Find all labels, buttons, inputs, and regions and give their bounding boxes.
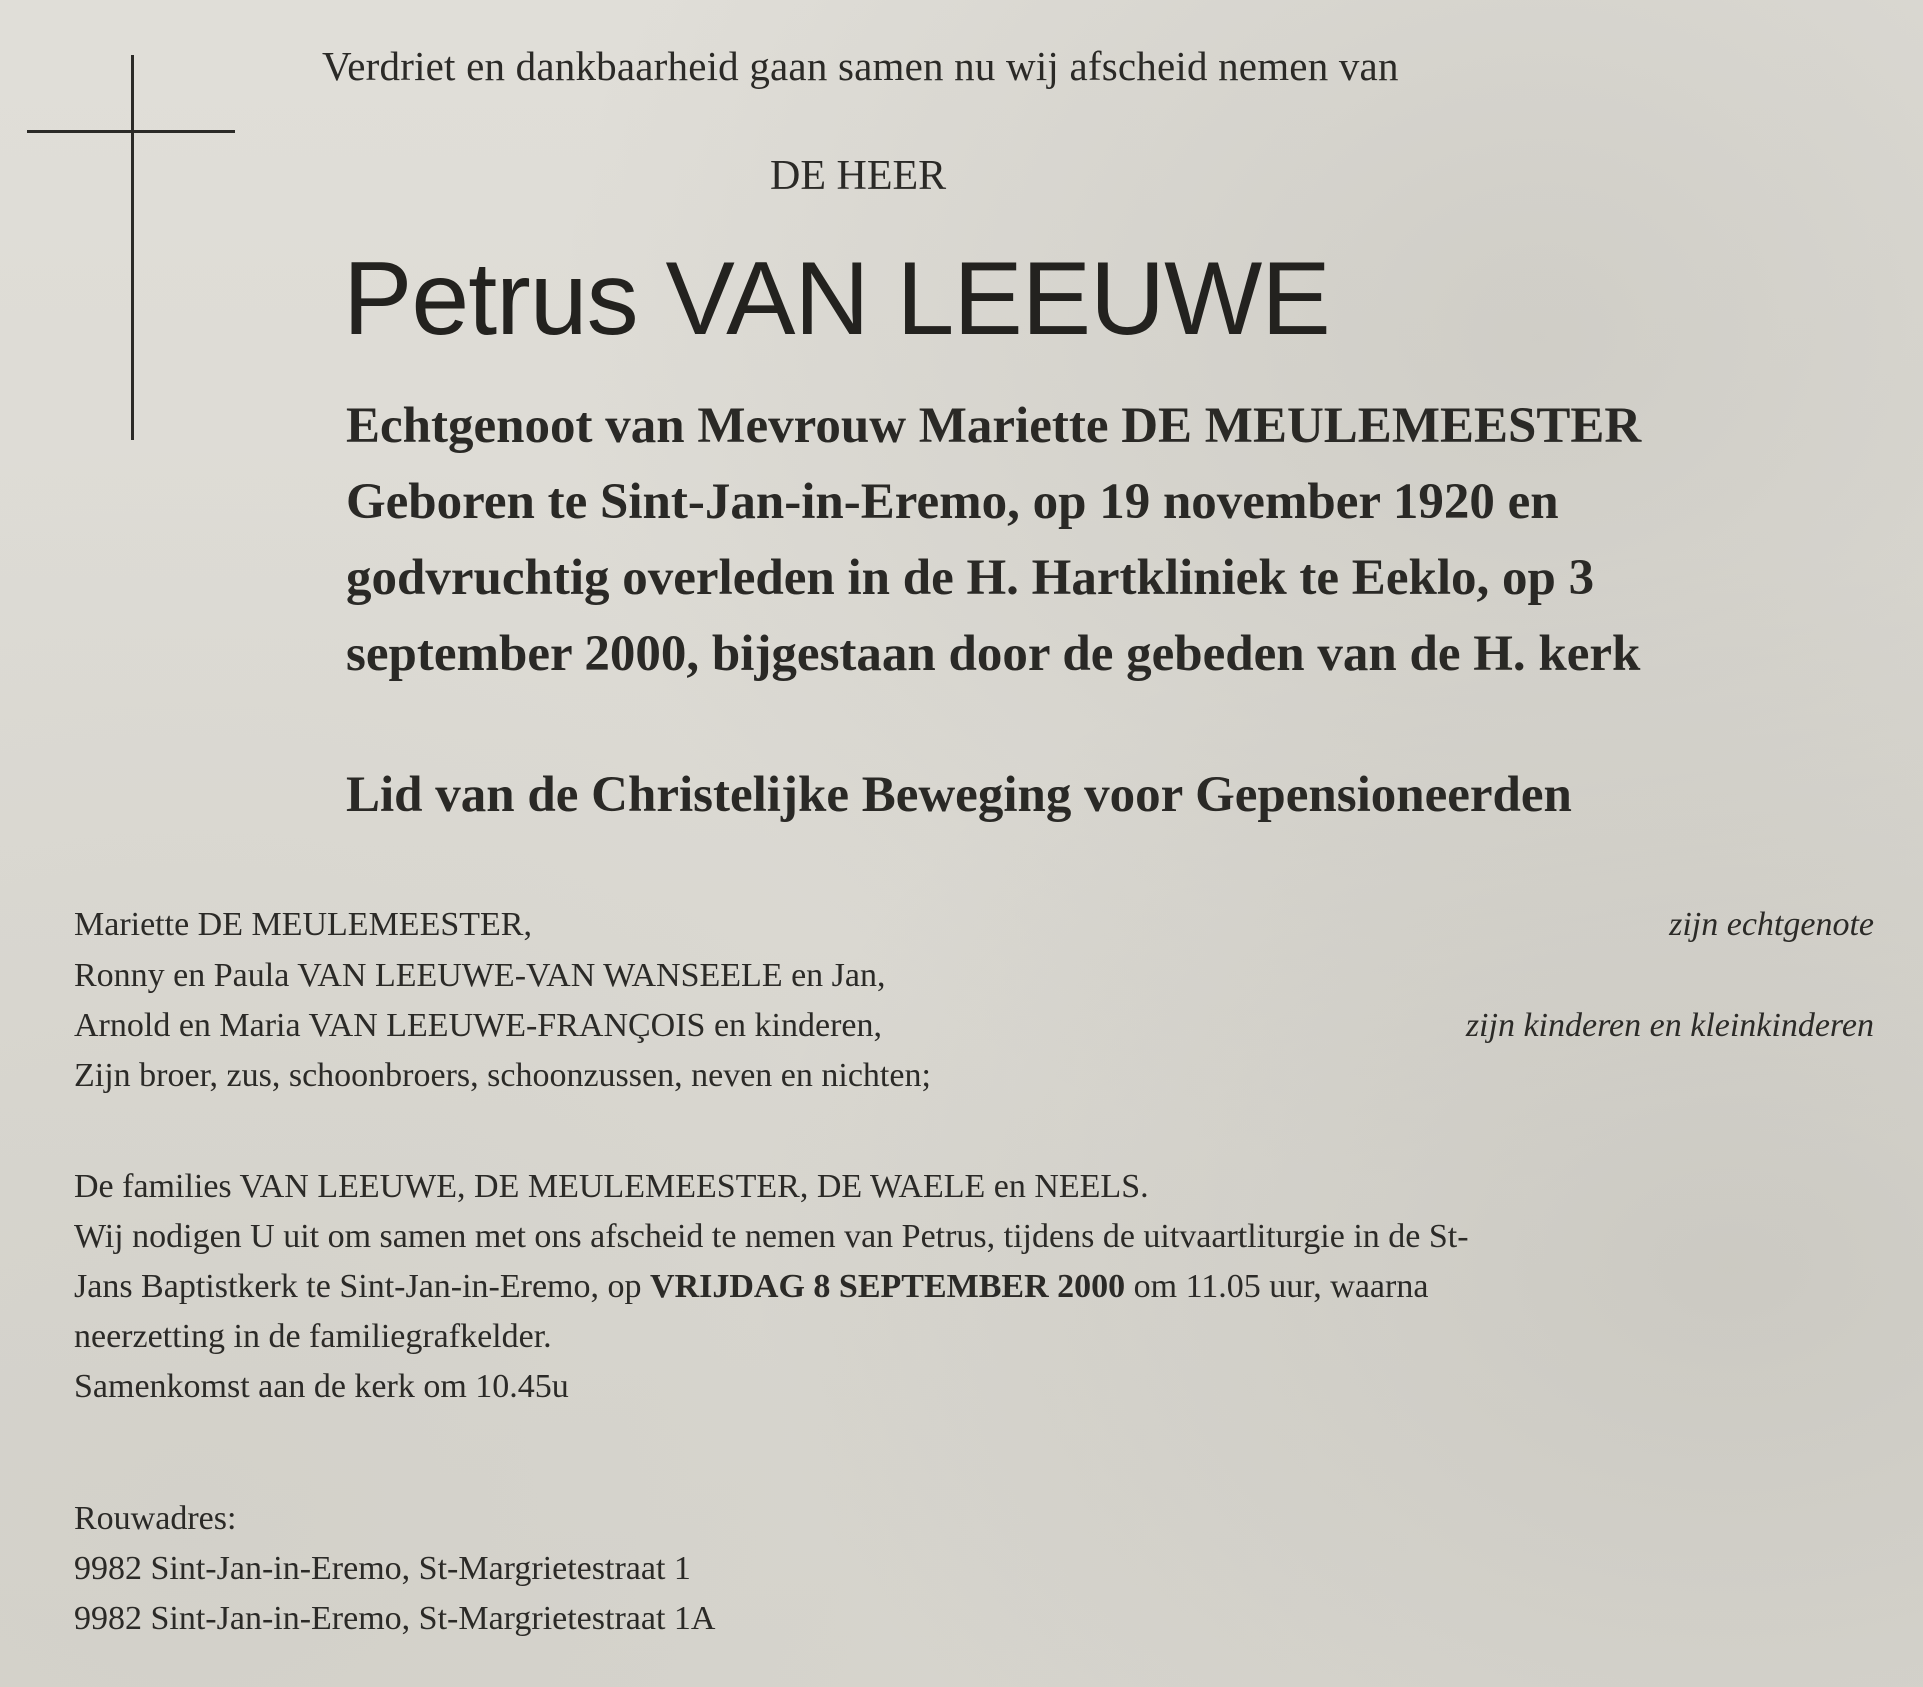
family-members: Ronny en Paula VAN LEEUWE-VAN WANSEELE en Jan, [74, 957, 886, 994]
bio-line: Echtgenoot van Mevrouw Mariette DE MEULEMEESTER [346, 398, 1642, 454]
invitation-text: om 11.05 uur, waarna [1125, 1268, 1429, 1305]
family-row [74, 906, 1874, 954]
biography [346, 388, 1836, 692]
mourning-address [74, 1494, 715, 1644]
bio-line: Geboren te Sint-Jan-in-Eremo, op 19 november 1920 en [346, 474, 1559, 530]
bio-line: september 2000, bijgestaan door de gebeden van de H. kerk [346, 626, 1641, 682]
deceased-name: Petrus VAN LEEUWE [343, 241, 1330, 357]
family-relation: zijn kinderen en kleinkinderen [1465, 1007, 1874, 1044]
funeral-date: VRIJDAG 8 SEPTEMBER 2000 [650, 1268, 1126, 1305]
families-line: De families VAN LEEUWE, DE MEULEMEESTER, DE WAELE en NEELS. [74, 1168, 1149, 1205]
family-members: Mariette DE MEULEMEESTER, [74, 906, 532, 943]
invitation-line: Wij nodigen U uit om samen met ons afscheid te nemen van Petrus, tijdens de uitvaartliturgie in de St- [74, 1218, 1469, 1255]
family-row [74, 1057, 1874, 1105]
invitation-text: Jans Baptistkerk te Sint-Jan-in-Eremo, op [74, 1268, 651, 1305]
family-members: Arnold en Maria VAN LEEUWE-FRANÇOIS en kinderen, [74, 1007, 882, 1044]
family-row [74, 1007, 1874, 1055]
family-members: Zijn broer, zus, schoonbroers, schoonzussen, neven en nichten; [74, 1057, 931, 1094]
membership-text: Lid van de Christelijke Beweging voor Gepensioneerden [346, 767, 1572, 823]
cross-horizontal-bar [27, 130, 235, 133]
address-line: 9982 Sint-Jan-in-Eremo, St-Margrietestraat 1A [74, 1600, 716, 1637]
bio-line: godvruchtig overleden in de H. Hartkliniek te Eeklo, op 3 [346, 550, 1595, 606]
invitation-line: neerzetting in de familiegrafkelder. [74, 1318, 552, 1355]
gathering-line: Samenkomst aan de kerk om 10.45u [74, 1368, 569, 1405]
address-line: 9982 Sint-Jan-in-Eremo, St-Margrietestraat 1 [74, 1550, 691, 1587]
family-row [74, 957, 1874, 1005]
invitation-line [74, 1262, 1914, 1312]
funeral-notice [74, 1162, 1914, 1412]
intro-text: Verdriet en dankbaarheid gaan samen nu wij afscheid nemen van [322, 43, 1399, 89]
cross-vertical-bar [131, 55, 134, 440]
address-label: Rouwadres: [74, 1500, 237, 1537]
honorific: DE HEER [770, 153, 947, 199]
family-relation: zijn echtgenote [1669, 906, 1874, 943]
